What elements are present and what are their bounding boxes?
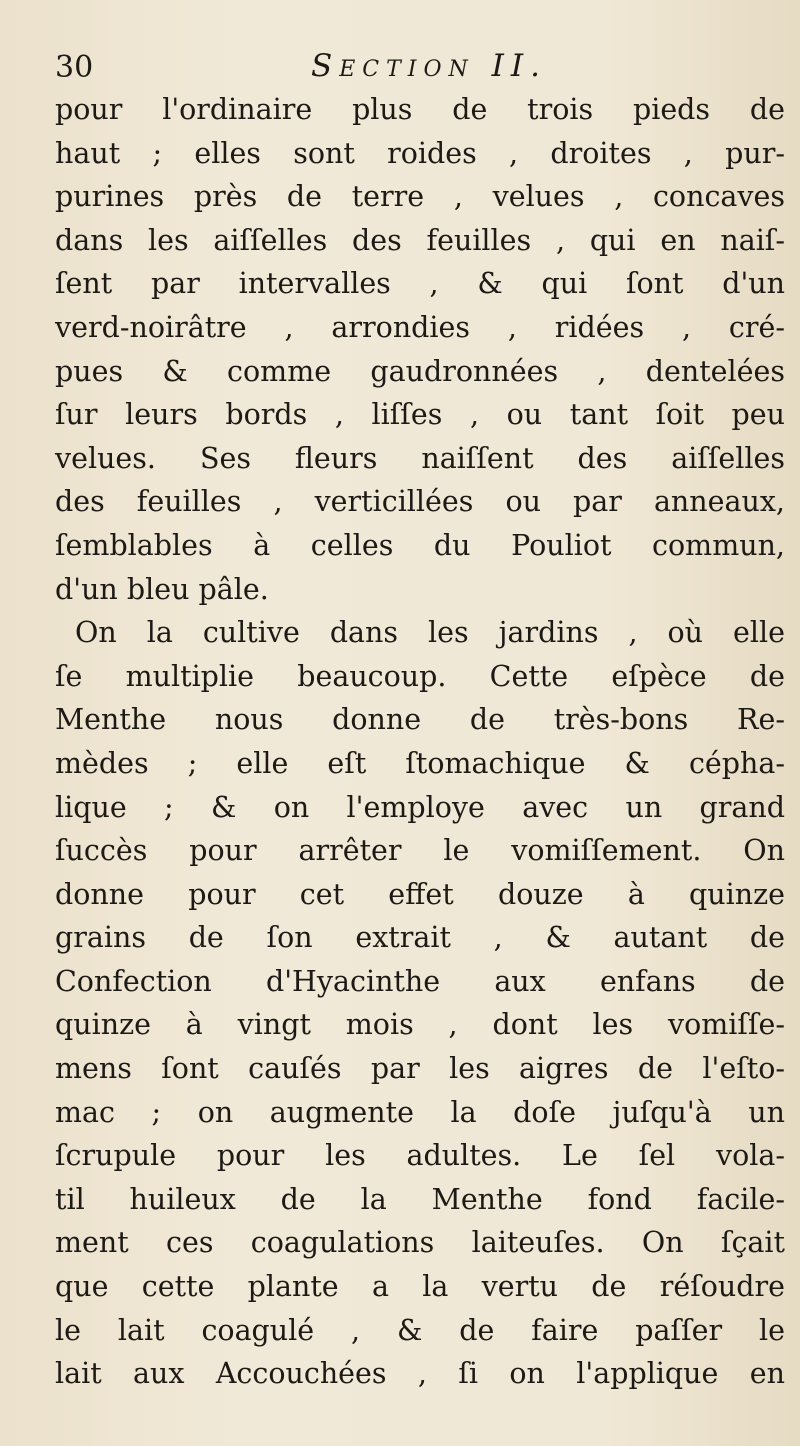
page-number: 30 [55,50,94,85]
text-line: donne pour cet effet douze à quinze [55,877,785,911]
text-line: le lait coagulé , & de faire paſſer le [55,1313,785,1347]
text-line: verd-noirâtre , arrondies , ridées , cré- [55,310,785,344]
text-line: ment ces coagulations laiteuſes. On ſçait [55,1226,785,1260]
paragraph-end-line: d'un bleu pâle. [55,572,269,606]
text-line: til huileux de la Menthe fond facile- [55,1182,785,1216]
text-line: pues & comme gaudronnées , dentelées [55,354,785,388]
text-line: des feuilles , verticillées ou par anneaux, [55,485,785,519]
text-line: ſuccès pour arrêter le vomiſſement. On [55,834,785,868]
text-line: quinze à vingt mois , dont les vomiſſe- [55,1008,785,1042]
text-line: ſemblables à celles du Pouliot commun, [55,528,785,562]
running-head: Section II. [311,48,547,84]
text-line: lait aux Accouchées , ſi on l'applique en [55,1357,785,1391]
text-line: mens ſont cauſés par les aigres de l'eſto- [55,1052,785,1086]
text-line: ſent par intervalles , & qui ſont d'un [55,267,785,301]
text-line: velues. Ses fleurs naiſſent des aiſſelles [55,441,785,475]
text-line: pour l'ordinaire plus de trois pieds de [55,93,785,126]
text-line: lique ; & on l'employe avec un grand [55,790,785,824]
text-line: grains de ſon extrait , & autant de [55,921,785,955]
text-line: mac ; on augmente la doſe juſqu'à un [55,1095,785,1129]
text-line: ſcrupule pour les adultes. Le ſel vola- [55,1139,785,1173]
text-line: purines près de terre , velues , concaves [55,180,785,214]
text-line: dans les aiſſelles des feuilles , qui en naiſ- [55,223,785,257]
text-line: mèdes ; elle eſt ſtomachique & cépha- [55,746,785,780]
page-header [55,40,755,90]
body-text [55,88,785,1396]
text-line: ſe multiplie beaucoup. Cette eſpèce de [55,659,785,693]
text-line: Menthe nous donne de très-bons Re- [55,703,785,737]
text-line: ſur leurs bords , liſſes , ou tant ſoit peu [55,398,785,432]
text-line: Confection d'Hyacinthe aux enfans de [55,964,785,998]
paragraph-start-line: On la cultive dans les jardins , où elle [75,616,785,650]
text-line: haut ; elles sont roides , droites , pur- [55,136,785,170]
text-line: que cette plante a la vertu de réſoudre [55,1270,785,1304]
